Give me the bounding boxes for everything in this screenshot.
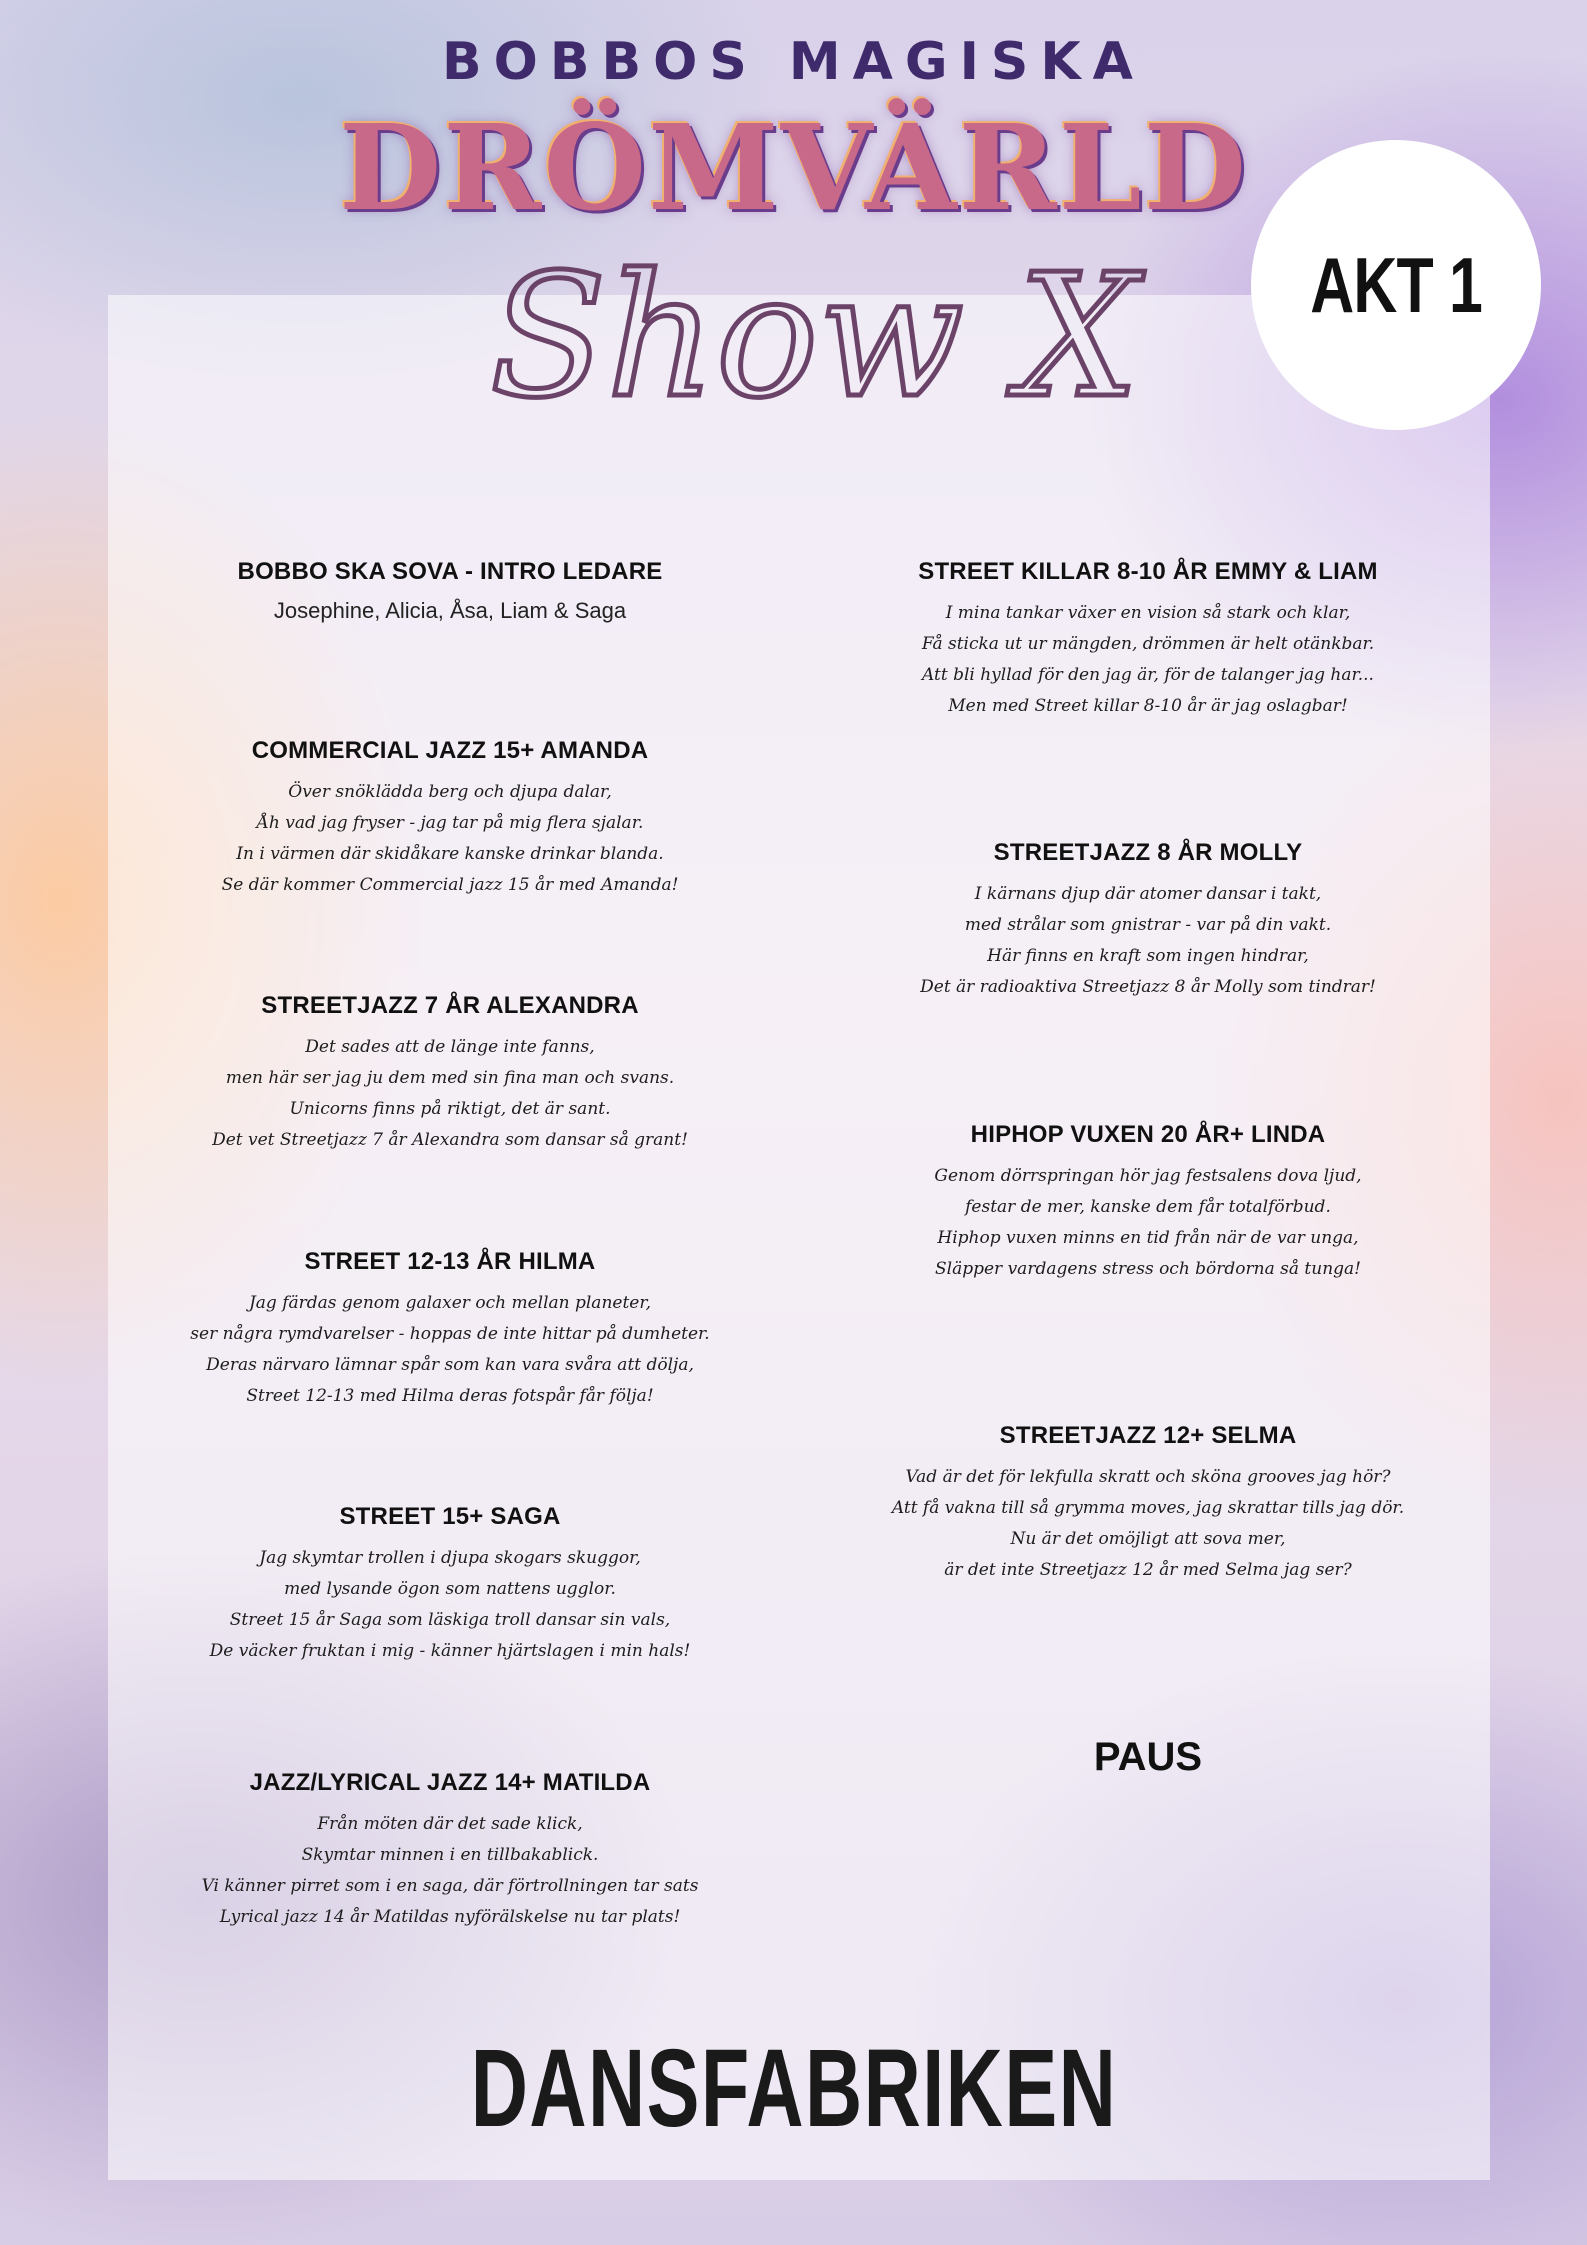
logo-text: DANSFABRIKEN [470,2027,1117,2150]
left-section-0 [110,558,790,624]
poem-line: Genom dörrspringan hör jag festsalens dova ljud, [934,1166,1362,1186]
title-main: DRÖMVÄRLD [338,98,1249,237]
section-title: STREET 12-13 ÅR HILMA [304,1248,596,1275]
poem-line: festar de mer, kanske dem får totalförbud. [965,1197,1331,1217]
poem-line: Unicorns finns på riktigt, det är sant. [289,1099,611,1119]
poem-line: Få sticka ut ur mängden, drömmen är helt otänkbar. [921,634,1375,654]
script-show-title [470,220,1150,480]
poem-line: Släpper vardagens stress och bördorna så tunga! [935,1259,1361,1279]
act-badge [1251,140,1541,430]
poem-line: Lyrical jazz 14 år Matildas nyförälskelse nu tar plats! [219,1907,681,1927]
intermission-label: PAUS [1093,1735,1203,1779]
poem-line: Från möten där det sade klick, [317,1814,583,1834]
act-badge-label: AKT 1 [1310,240,1482,329]
poem-line: Det sades att de länge inte fanns, [305,1037,595,1057]
poem-line: I mina tankar växer en vision så stark och klar, [945,603,1351,623]
section-title: STREETJAZZ 8 ÅR MOLLY [993,839,1303,866]
section-title: JAZZ/LYRICAL JAZZ 14+ MATILDA [249,1769,651,1796]
left-section-5 [110,1769,790,1933]
poem-line: Hiphop vuxen minns en tid från när de var unga, [937,1228,1359,1248]
poem-line: är det inte Streetjazz 12 år med Selma jag ser? [944,1560,1352,1580]
right-section-2 [808,1121,1488,1285]
poem-line: Att få vakna till så grymma moves, jag skrattar tills jag dör. [891,1498,1405,1518]
poem-line: In i värmen där skidåkare kanske drinkar blanda. [236,844,664,864]
section-title: STREET KILLAR 8-10 ÅR EMMY & LIAM [918,558,1378,585]
right-section-0 [808,558,1488,722]
right-section-3 [808,1422,1488,1586]
poem-line: Vad är det för lekfulla skratt och sköna grooves jag hör? [905,1467,1391,1487]
poem-line: Här finns en kraft som ingen hindrar, [987,946,1309,966]
poem-line: Jag färdas genom galaxer och mellan planeter, [248,1293,652,1313]
poem-line: I kärnans djup där atomer dansar i takt, [974,884,1322,904]
poem-line: Men med Street killar 8-10 år är jag oslagbar! [948,696,1348,716]
poem-line: ser några rymdvarelser - hoppas de inte hittar på dumheter. [190,1324,710,1344]
left-section-4 [110,1503,790,1667]
poem-line: Det vet Streetjazz 7 år Alexandra som dansar så grant! [212,1130,688,1150]
poem-line: Jag skymtar trollen i djupa skogars skuggor, [259,1548,641,1568]
poem-line: med lysande ögon som nattens ugglor. [284,1579,616,1599]
section-title: HIPHOP VUXEN 20 ÅR+ LINDA [970,1121,1326,1148]
poem-line: Över snöklädda berg och djupa dalar, [288,782,612,802]
poem-line: men här ser jag ju dem med sin fina man och svans. [225,1068,675,1088]
section-title: STREETJAZZ 12+ SELMA [999,1422,1297,1449]
poem-line: Street 15 år Saga som läskiga troll dansar sin vals, [229,1610,671,1630]
right-section-1 [808,839,1488,1003]
poem-line: Skymtar minnen i en tillbakablick. [301,1845,599,1865]
title-top-line: BOBBOS MAGISKA [442,32,1145,92]
poem-line: Se där kommer Commercial jazz 15 år med Amanda! [221,875,679,895]
poem-line: Deras närvaro lämnar spår som kan vara svåra att dölja, [206,1355,694,1375]
left-section-1 [110,737,790,901]
poem-line: Street 12-13 med Hilma deras fotspår får följa! [246,1386,654,1406]
section-title: COMMERCIAL JAZZ 15+ AMANDA [251,737,649,764]
left-section-2 [110,992,790,1156]
dansfabriken-logo [0,2025,1587,2152]
poem-line: Det är radioaktiva Streetjazz 8 år Molly som tindrar! [920,977,1376,997]
poem-line: Åh vad jag fryser - jag tar på mig flera sjalar. [256,813,644,833]
section-title: STREET 15+ SAGA [339,1503,561,1530]
poem-line: De väcker fruktan i mig - känner hjärtslagen i min hals! [209,1641,691,1661]
script-title-text: Show X [490,238,1139,436]
poem-line: Nu är det omöjligt att sova mer, [1010,1529,1286,1549]
poem-line: Vi känner pirret som i en saga, där förtrollningen tar sats [201,1876,699,1896]
left-section-3 [110,1248,790,1412]
poem-line: med strålar som gnistrar - var på din vakt. [964,915,1332,935]
section-performers: Josephine, Alicia, Åsa, Liam & Saga [273,598,627,623]
section-title: BOBBO SKA SOVA - INTRO LEDARE [237,558,663,585]
section-title: STREETJAZZ 7 ÅR ALEXANDRA [261,992,639,1019]
poem-line: Att bli hyllad för den jag är, för de talanger jag har... [922,665,1374,685]
